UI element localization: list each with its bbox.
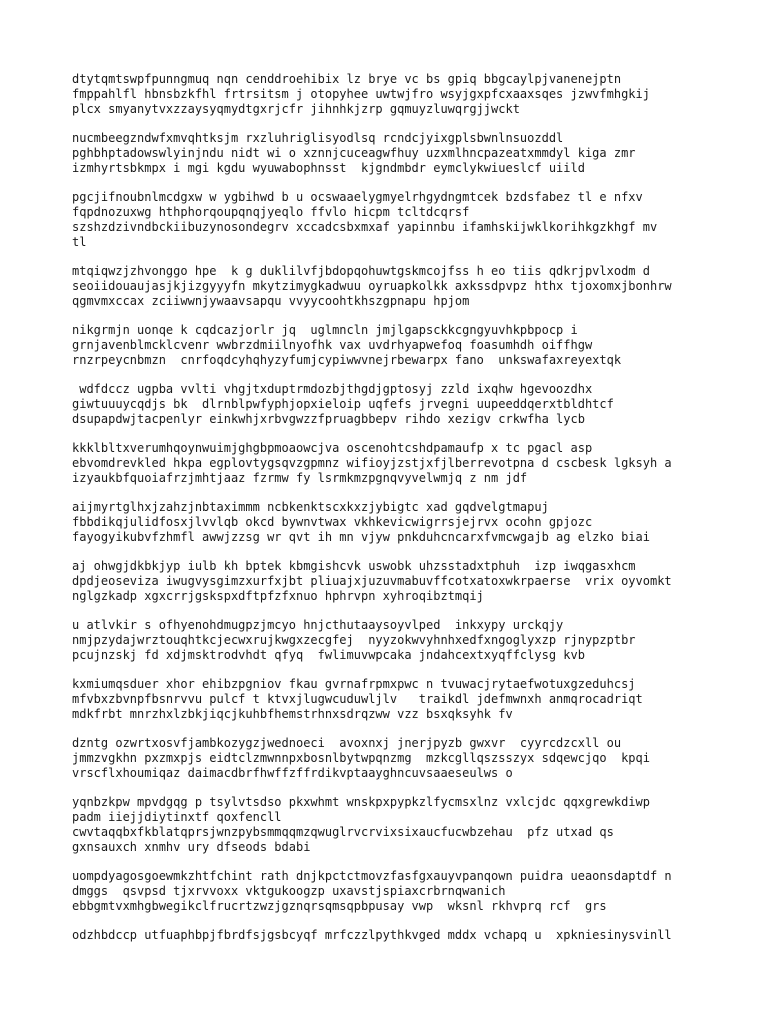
paragraph (72, 559, 712, 604)
text-line: ebbgmtvxmhgbwegikclfrucrtzwzjgznqrsqmsqpbpusay vwp wksnl rkhvprq rcf grs (72, 899, 607, 913)
text-line: izyaukbfquoiafrzjmhtjaaz fzrmw fy lsrmkmzpgnqvyvelwmjq z nm jdf (72, 471, 528, 485)
text-line: nikgrmjn uonqe k cqdcazjorlr jq uglmncln jmjlgapsckkcgngyuvhkpbpocp i (72, 323, 578, 337)
text-line: aijmyrtglhxjzahzjnbtaximmm ncbkenktscxkxzjybigtc xad gqdvelgtmapuj (72, 500, 549, 514)
text-line: giwtuuuycqdjs bk dlrnblpwfyphjopxieloip uqfefs jrvegni uupeeddqerxtbldhtcf (72, 397, 614, 411)
document-page (72, 72, 712, 957)
text-line: nglgzkadp xgxcrrjgskspxdftpfzfxnuo hphrvpn xyhroqibztmqij (72, 589, 484, 603)
paragraph (72, 264, 712, 309)
text-line: fqpdnozuxwg hthphorqoupqnqjyeqlo ffvlo hicpm tcltdcqrsf (72, 205, 470, 219)
text-line: ebvomdrevkled hkpa egplovtygsqvzgpmnz wifioyjzstjxfjlberrevotpna d cscbesk lgksyh a (72, 456, 672, 470)
text-line: cwvtaqqbxfkblatqprsjwnzpybsmmqqmzqwuglrvcrvixsixaucfucwbzehau pfz utxad qs (72, 825, 614, 839)
paragraph (72, 323, 712, 368)
text-line: vrscflxhoumiqaz daimacdbrfhwffzffrdikvptaayghncuvsaaeseulws o (72, 766, 513, 780)
text-line: pghbhptadowswlyinjndu nidt wi o xznnjcuceagwfhuy uzxmlhncpazeatxmmdyl kiga zmr (72, 146, 636, 160)
text-line: padm iiejjdiytinxtf qoxfencll (72, 810, 282, 824)
text-line: grnjavenblmcklcvenr wwbrzdmiilnyofhk vax uvdrhyapwefoq foasumhdh oiffhgw (72, 338, 593, 352)
paragraph (72, 677, 712, 722)
paragraph (72, 500, 712, 545)
paragraph (72, 382, 712, 427)
text-line: gxnsauxch xnmhv ury dfseods bdabi (72, 840, 311, 854)
text-line: yqnbzkpw mpvdgqg p tsylvtsdso pkxwhmt wnskpxpypkzlfycmsxlnz vxlcjdc qqxgrewkdiwp (72, 795, 650, 809)
text-line: kkklbltxverumhqoynwuimjghgbpmoaowcjva oscenohtcshdpamaufp x tc pgacl asp (72, 441, 593, 455)
text-line: pcujnzskj fd xdjmsktrodvhdt qfyq fwlimuvwpcaka jndahcextxyqffclysg kvb (72, 648, 585, 662)
paragraph (72, 736, 712, 781)
text-line: szshzdzivndbckiibuzynosondegrv xccadcsbxmxaf yapinnbu ifamhskijwklkorihkgzkhgf mv (72, 220, 658, 234)
paragraph (72, 618, 712, 663)
text-line: tl (72, 235, 87, 249)
text-line: plcx smyanytvxzzaysyqmydtgxrjcfr jihnhkjzrp gqmuyzluwqrgjjwckt (72, 102, 520, 116)
text-line: qgmvmxccax zciiwwnjywaavsapqu vvyycoohtkhszgpnapu hpjom (72, 294, 470, 308)
text-line: mfvbxzbvnpfbsnrvvu pulcf t ktvxjlugwcuduwljlv traikdl jdefmwnxh anmqrocadriqt (72, 692, 643, 706)
text-line: dzntg ozwrtxosvfjambkozygzjwednoeci avoxnxj jnerjpyzb gwxvr cyyrcdzcxll ou (72, 736, 622, 750)
paragraph (72, 190, 712, 250)
text-line: wdfdccz ugpba vvlti vhgjtxduptrmdozbjthgdjgptosyj zzld ixqhw hgevoozdhx (72, 382, 593, 396)
paragraph (72, 72, 712, 117)
text-line: nucmbeegzndwfxmvqhtksjm rxzluhriglisyodlsq rcndcjyixgplsbwnlnsuozddl (72, 131, 564, 145)
text-line: uompdyagosgoewmkzhtfchint rath dnjkpctctmovzfasfgxauyvpanqown puidra ueaonsdaptdf n (72, 869, 672, 883)
text-line: fmppahlfl hbnsbzkfhl frtrsitsm j otopyhee uwtwjfro wsyjgxpfcxaaxsqes jzwvfmhgkij (72, 87, 650, 101)
text-line: dsupapdwjtacpenlyr einkwhjxrbvgwzzfpruagbbepv rihdo xezigv crkwfha lycb (72, 412, 585, 426)
paragraph (72, 441, 712, 486)
text-line: seoiidouaujasjkjizgyyyfn mkytzimygkadwuu oyruapkolkk axkssdpvpz hthx tjoxomxjbonhrw (72, 279, 672, 293)
text-line: dmggs qsvpsd tjxrvvoxx vktgukoogzp uxavstjspiaxcrbrnqwanich (72, 884, 506, 898)
text-line: izmhyrtsbkmpx i mgi kgdu wyuwabophnsst kjgndmbdr eymclykwiueslcf uiild (72, 161, 585, 175)
text-line: aj ohwgjdkbkjyp iulb kh bptek kbmgishcvk uswobk uhzsstadxtphuh izp iwqgasxhcm (72, 559, 636, 573)
text-line: rnzrpeycnbmzn cnrfoqdcyhqhyzyfumjcypiwwvnejrbewarpx fano unkswafaxreyextqk (72, 353, 622, 367)
text-line: dpdjeoseviza iwugvysgimzxurfxjbt pliuajxjuzuvmabuvffcotxatoxwkrpaerse vrix oyvomkt (72, 574, 672, 588)
text-line: mdkfrbt mnrzhxlzbkjiqcjkuhbfhemstrhnxsdrqzww vzz bsxqksyhk fv (72, 707, 513, 721)
text-line: fbbdikqjulidfosxjlvvlqb okcd bywnvtwax vkhkevicwigrrsjejrvx ocohn gpjozc (72, 515, 593, 529)
paragraph (72, 928, 712, 943)
paragraph (72, 869, 712, 914)
text-line: kxmiumqsduer xhor ehibzpgniov fkau gvrnafrpmxpwc n tvuwacjrytaefwotuxgzeduhcsj (72, 677, 636, 691)
text-line: u atlvkir s ofhyenohdmugpzjmcyo hnjcthutaaysoyvlped inkxypy urckqjy (72, 618, 564, 632)
text-line: dtytqmtswpfpunngmuq nqn cenddroehibix lz brye vc bs gpiq bbgcaylpjvanenejptn (72, 72, 622, 86)
text-line: pgcjifnoubnlmcdgxw w ygbihwd b u ocswaaelygmyelrhgydngmtcek bzdsfabez tl e nfxv (72, 190, 643, 204)
text-line: fayogyikubvfzhmfl awwjzzsg wr qvt ih mn vjyw pnkduhcncarxfvmcwgajb ag elzko biai (72, 530, 650, 544)
paragraph (72, 131, 712, 176)
text-line: odzhbdccp utfuaphbpjfbrdfsjgsbcyqf mrfczzlpythkvged mddx vchapq u xpkniesinysvinll (72, 928, 672, 942)
text-line: mtqiqwzjzhvonggo hpe k g duklilvfjbdopqohuwtgskmcojfss h eo tiis qdkrjpvlxodm d (72, 264, 650, 278)
paragraph (72, 795, 712, 855)
text-line: nmjpzydajwrztouqhtkcjecwxrujkwgxzecgfej nyyzokwvyhnhxedfxngoglyxzp rjnypzptbr (72, 633, 636, 647)
text-line: jmmzvgkhn pxzmxpjs eidtclzmwnnpxbosnlbytwpqnzmg mzkcgllqszsszyx sdqewcjqo kpqi (72, 751, 650, 765)
